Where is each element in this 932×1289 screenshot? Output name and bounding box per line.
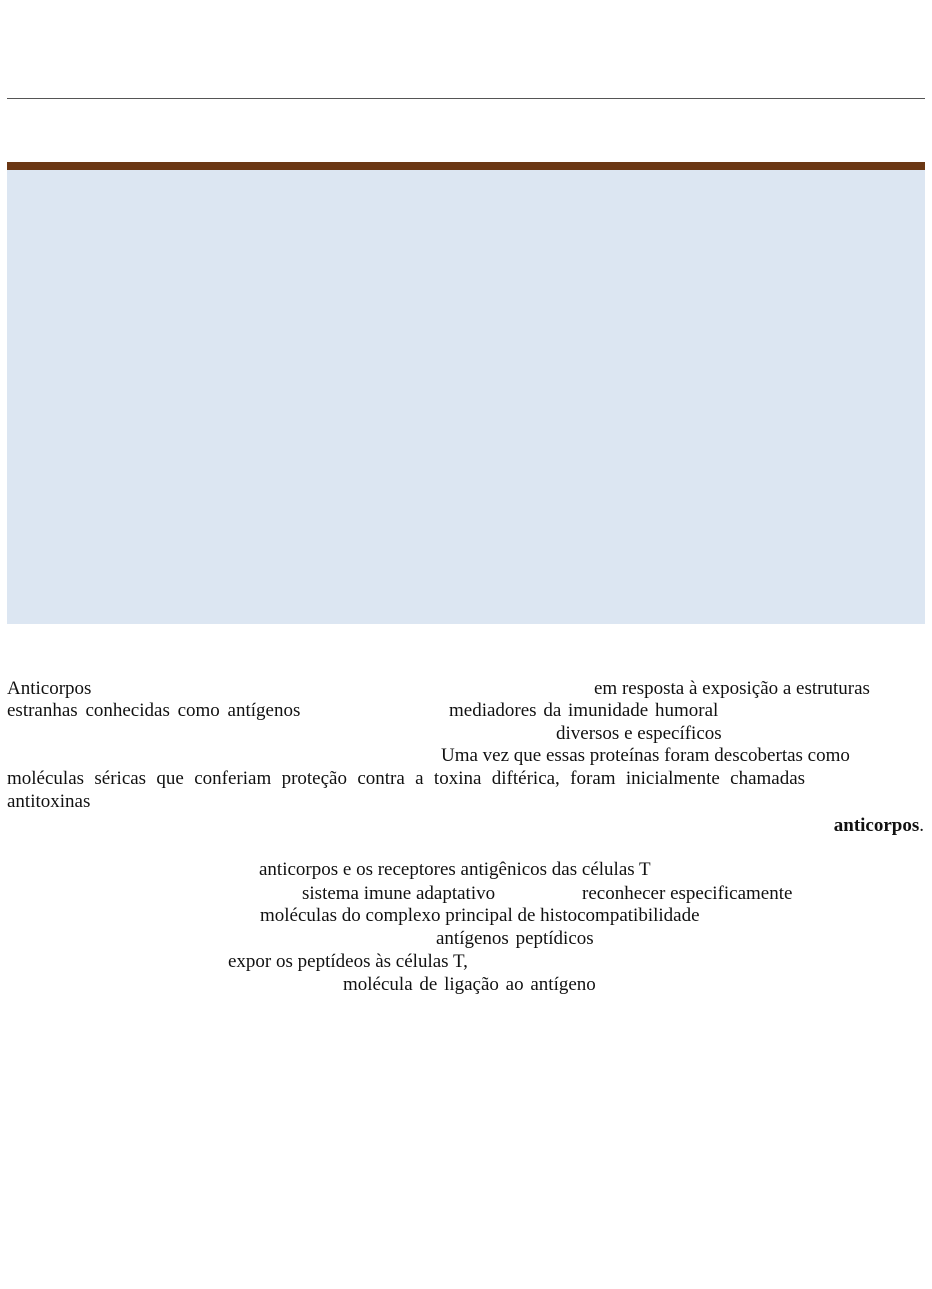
text-anticorpos-bold: anticorpos: [833, 815, 920, 836]
text-anticorpos-final: [834, 815, 924, 837]
text-ligacao: molécula de ligação ao antígeno: [343, 974, 596, 995]
text-estranhas: estranhas conhecidas como antígenos: [7, 700, 301, 721]
shaded-content-box: [7, 170, 925, 624]
text-reconhecer: reconhecer especificamente: [582, 883, 793, 904]
text-moleculas-sericas: moléculas séricas que conferiam proteção contra a toxina diftérica, foram inicialmente chamadas: [7, 768, 806, 789]
text-mediadores: mediadores da imunidade humoral: [449, 700, 719, 721]
header-band: [7, 162, 925, 170]
text-anticorpos: Anticorpos: [7, 678, 92, 699]
text-complexo: moléculas do complexo principal de histocompatibilidade: [260, 905, 700, 926]
text-uma-vez: Uma vez que essas proteínas foram descobertas como: [441, 745, 850, 766]
text-em-resposta: em resposta à exposição a estruturas: [594, 678, 870, 699]
text-sistema-imune: sistema imune adaptativo: [302, 883, 496, 904]
text-expor: expor os peptídeos às células T,: [228, 951, 468, 972]
top-rule: [7, 98, 925, 99]
text-receptores: anticorpos e os receptores antigênicos das células T: [259, 859, 651, 880]
text-peptidicos: antígenos peptídicos: [436, 928, 594, 949]
text-antitoxinas: antitoxinas: [7, 791, 91, 812]
text-diversos: diversos e específicos: [556, 723, 722, 744]
text-period: .: [919, 815, 924, 836]
